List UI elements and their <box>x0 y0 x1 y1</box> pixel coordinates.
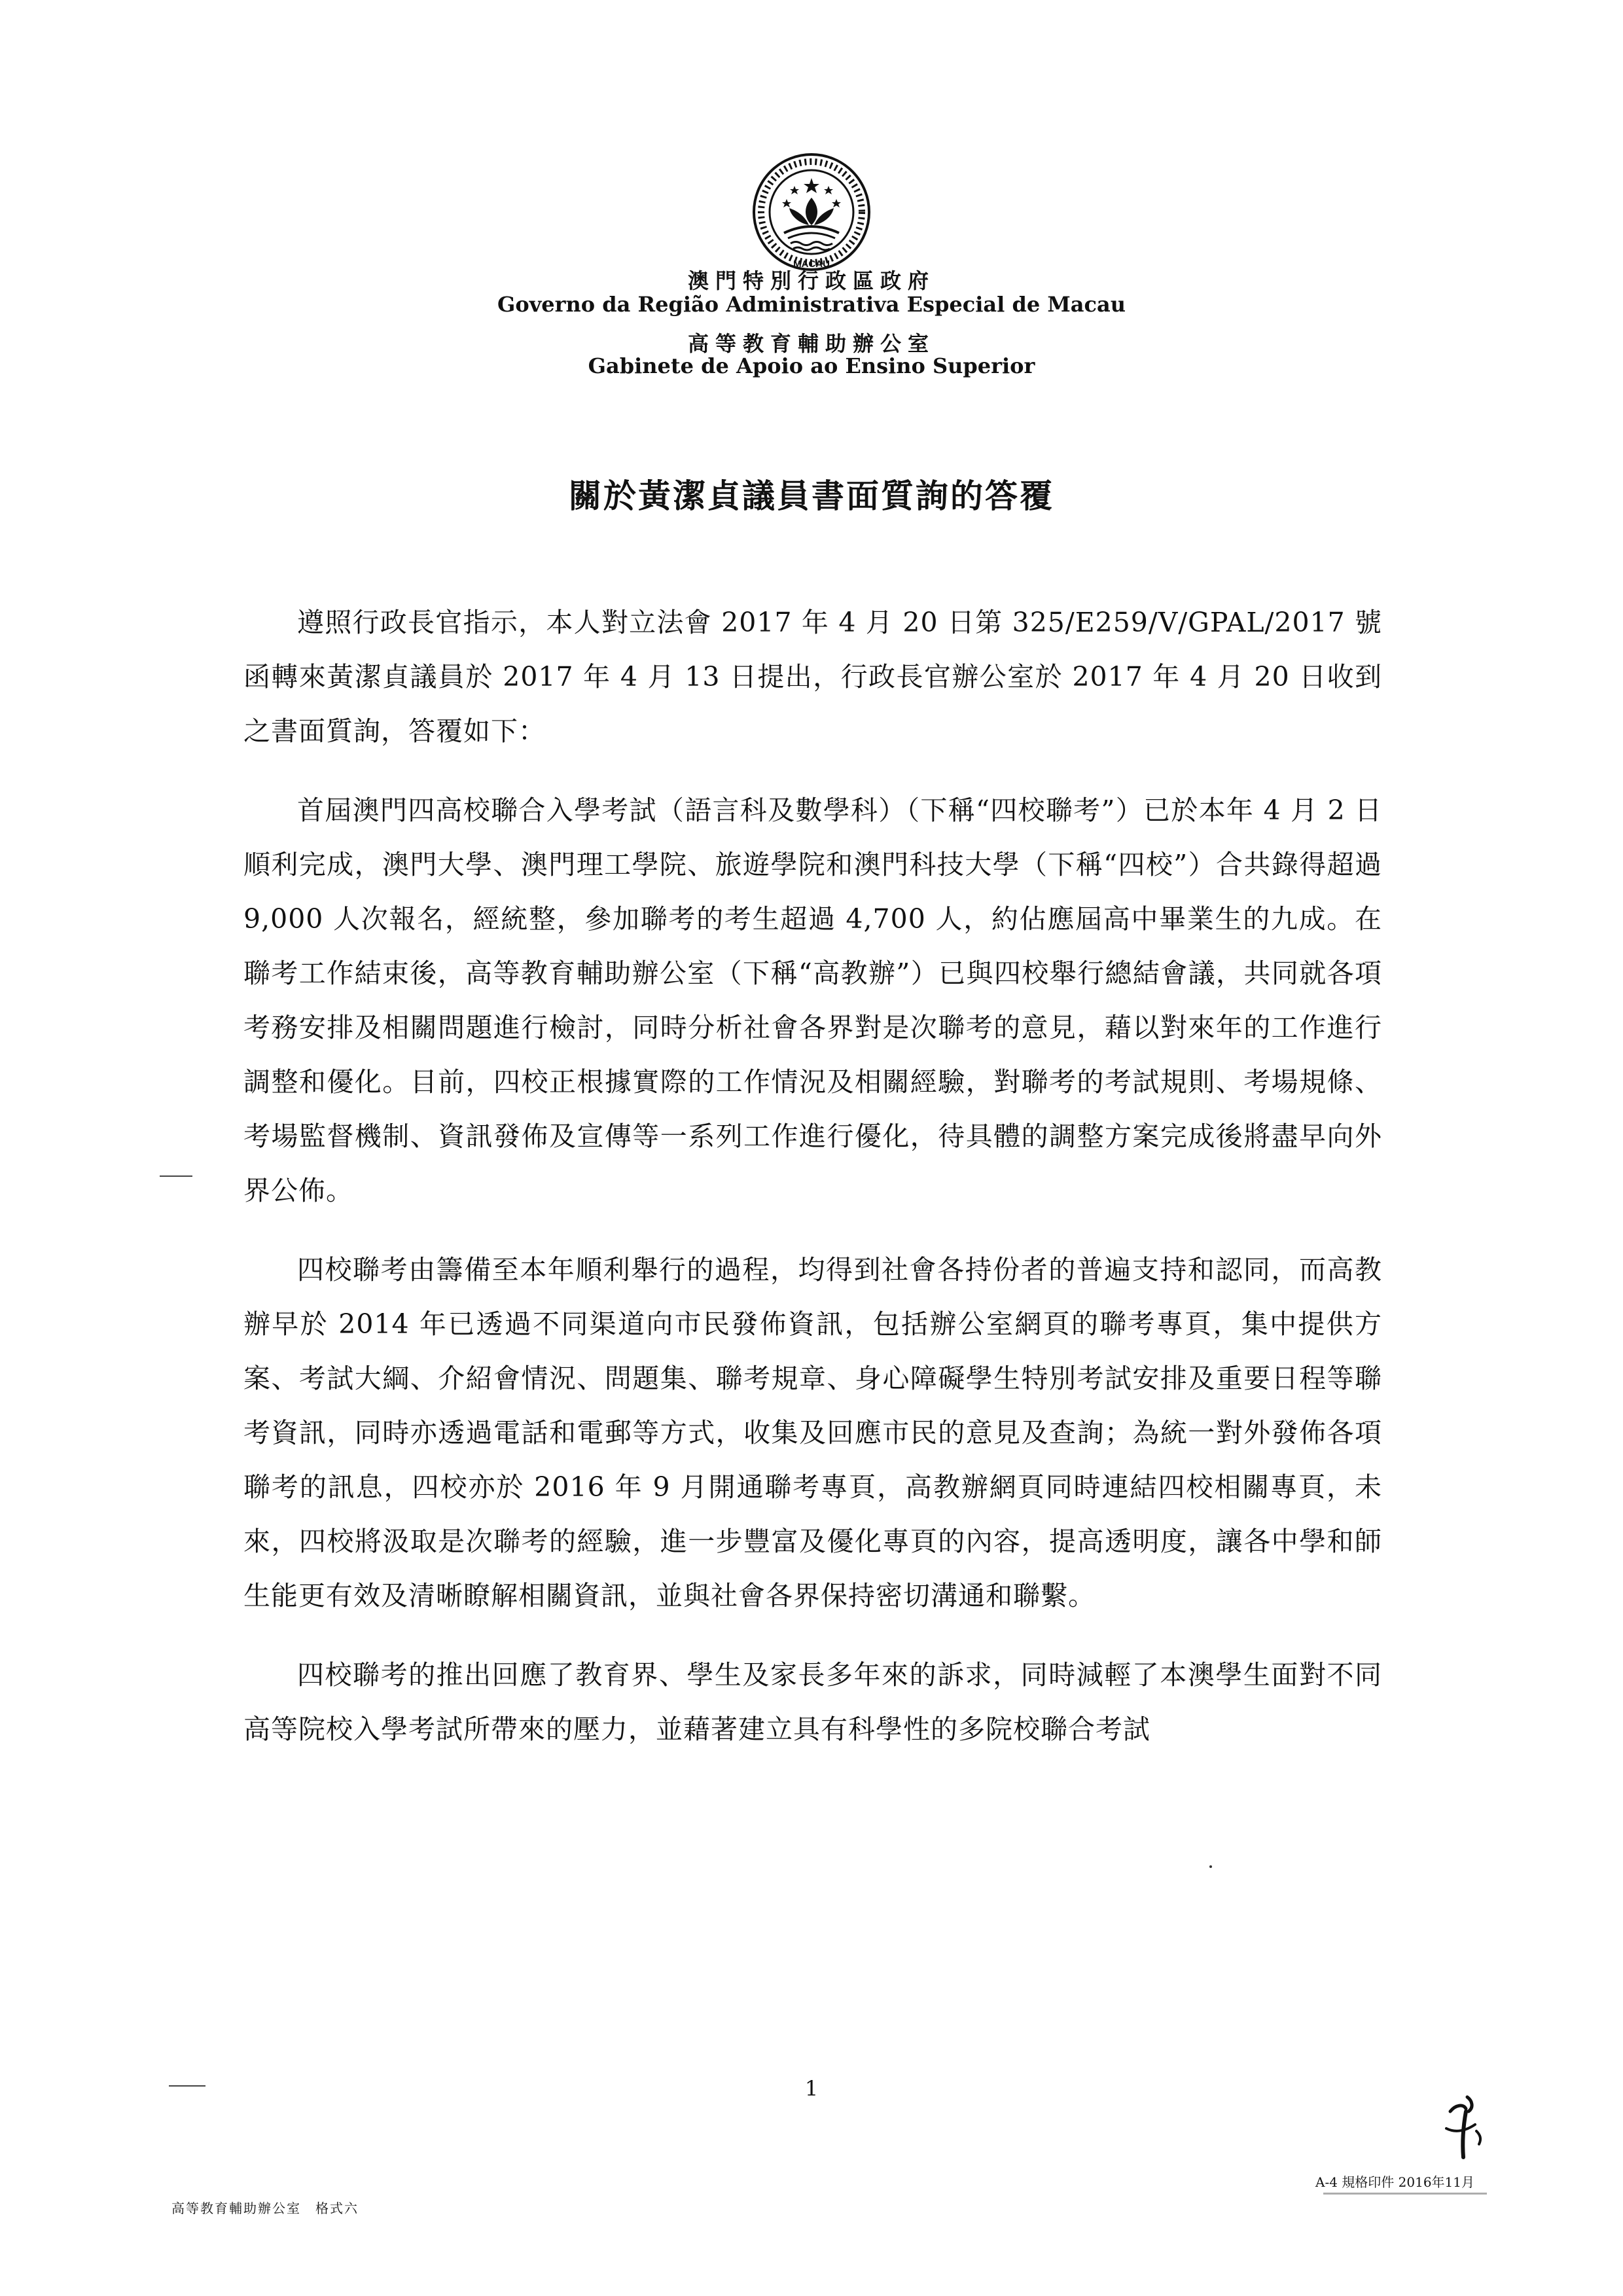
letterhead-government-zh: 澳門特別行政區政府 <box>687 268 935 293</box>
footer-form-label: 高等教育輔助辦公室 格式六 <box>171 2200 359 2216</box>
paragraph-1: 遵照行政長官指示，本人對立法會 2017 年 4 月 20 日第 325/E259/V/GPAL/2017 號函轉來黃潔貞議員於 2017 年 4 月 13 日提出，行政長官辦公室於 2017 年 4 月 20 日收到之書面質詢，答覆如下： <box>243 607 1382 747</box>
emblem-macau-text: MACAU <box>793 259 830 270</box>
macau-sar-emblem-icon <box>751 152 872 272</box>
letterhead-office-zh: 高等教育輔助辦公室 <box>687 331 935 356</box>
letterhead-office-pt: Gabinete de Apoio ao Ensino Superior <box>588 353 1035 378</box>
document-body <box>243 596 1382 1782</box>
letterhead-government-pt: Governo da Região Administrativa Especial de Macau <box>497 292 1126 317</box>
paragraph-3: 四校聯考由籌備至本年順利舉行的過程，均得到社會各持份者的普遍支持和認同，而高教辦早於 2014 年已透過不同渠道向市民發佈資訊，包括辦公室網頁的聯考專頁，集中提供方案、考試大綱、介紹會情況、問題集、聯考規章、身心障礙學生特別考試安排及重要日程等聯考資訊，同時亦透過電話和電郵等方式，收集及回應市民的意見及查詢；為統一對外發佈各項聯考的訊息，四校亦於 2016 年 9 月開通聯考專頁，高教辦網頁同時連結四校相關專頁，未來，四校將汲取是次聯考的經驗，進一步豐富及優化專頁的內容，提高透明度，讓各中學和師生能更有效及清晰瞭解相關資訊，並與社會各界保持密切溝通和聯繫。 <box>243 1254 1382 1611</box>
footer-print-spec: A-4 規格印件 2016年11月 <box>1315 2174 1474 2190</box>
paragraph-2: 首屆澳門四高校聯合入學考試（語言科及數學科）（下稱“四校聯考”）已於本年 4 月 2 日順利完成，澳門大學、澳門理工學院、旅遊學院和澳門科技大學（下稱“四校”）合共錄得超過 9,000 人次報名，經統整，參加聯考的考生超過 4,700 人，約佔應屆高中畢業生的九成。在聯考工作結束後，高等教育輔助辦公室（下稱“高教辦”）已與四校舉行總結會議，共同就各項考務安排及相關問題進行檢討，同時分析社會各界對是次聯考的意見，藉以對來年的工作進行調整和優化。目前，四校正根據實際的工作情況及相關經驗，對聯考的考試規則、考場規條、考場監督機制、資訊發佈及宣傳等一系列工作進行優化，待具體的調整方案完成後將盡早向外界公佈。 <box>243 795 1382 1206</box>
handwritten-initial-icon <box>1437 2092 1492 2164</box>
document-title: 關於黃潔貞議員書面質詢的答覆 <box>569 476 1054 515</box>
paragraph-4: 四校聯考的推出回應了教育界、學生及家長多年來的訴求，同時減輕了本澳學生面對不同高等院校入學考試所帶來的壓力，並藉著建立具有科學性的多院校聯合考試 <box>243 1659 1382 1745</box>
scan-speck <box>1209 1865 1212 1868</box>
footer-faint-line <box>1323 2193 1487 2195</box>
page-number: 1 <box>804 2076 819 2101</box>
margin-mark <box>160 1175 192 1177</box>
